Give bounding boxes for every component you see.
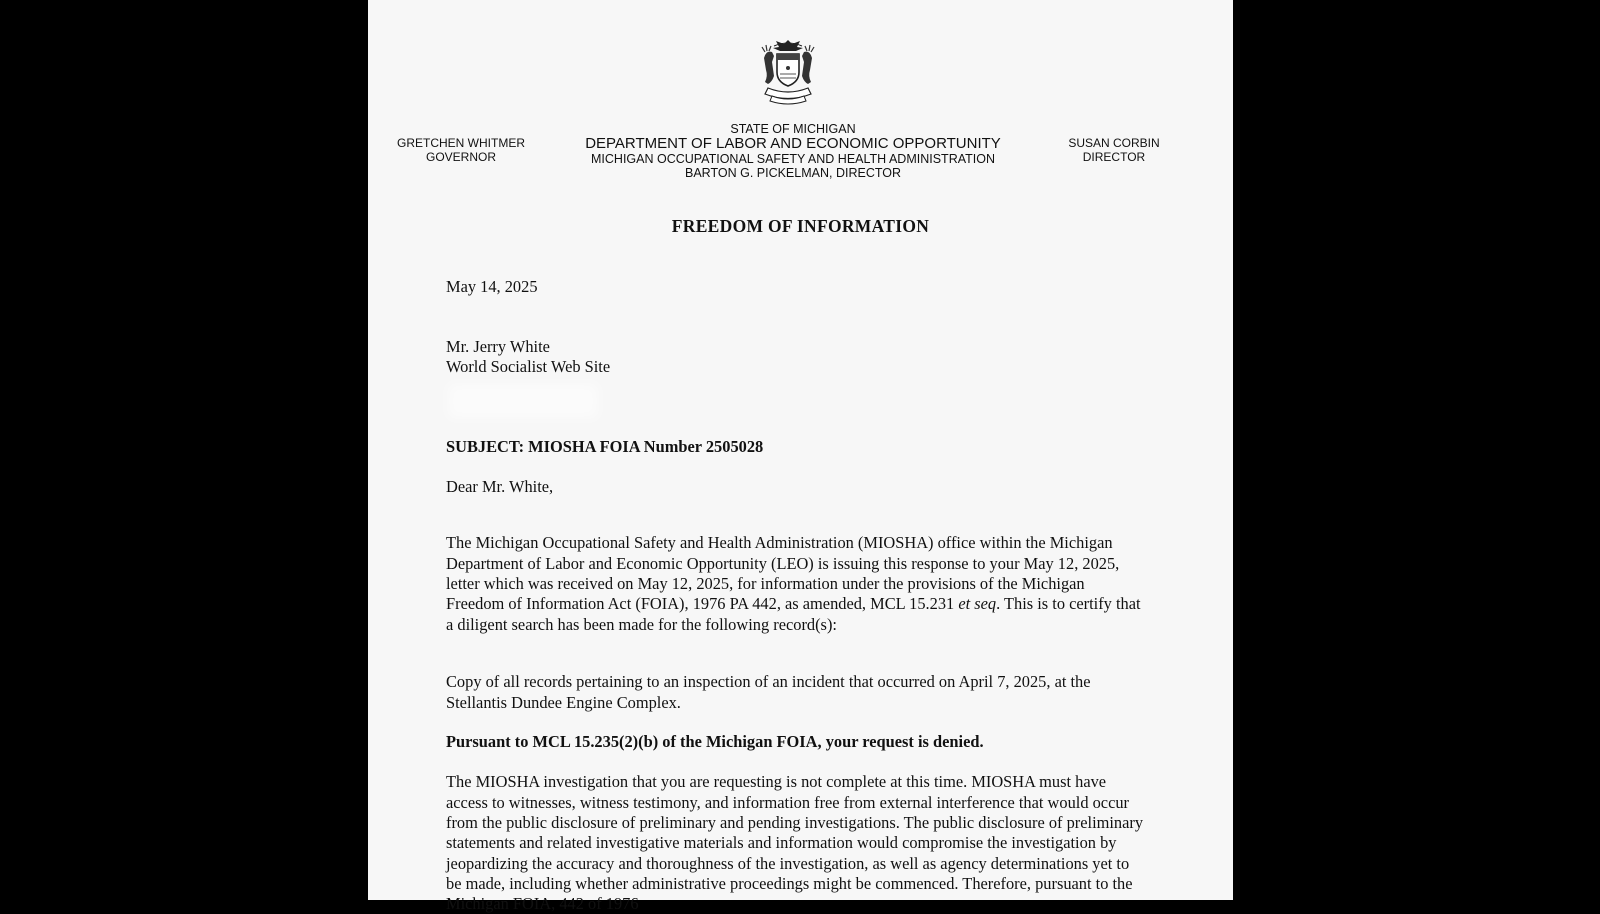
document-page	[368, 0, 1233, 914]
letter-subject: SUBJECT: MIOSHA FOIA Number 2505028	[446, 437, 764, 456]
paragraph-explanation: The MIOSHA investigation that you are requesting is not complete at this time. MIOSHA must have access to witnesses, witness testimony, and information free from external interference that would occur from the public disclosure of preliminary and pending investigations. The public disclosure of preliminary statements and related investigative materials and information would compromise the investigation by jeopardizing the accuracy and thoroughness of the investigation, as well as agency determinations yet to be made, including whether administrative proceedings might be commenced. Therefore, pursuant to the Michigan FOIA, 442 of 1976	[446, 772, 1144, 914]
redacted-address	[448, 384, 598, 418]
paragraph-denial: Pursuant to MCL 15.235(2)(b) of the Michigan FOIA, your request is denied.	[446, 732, 984, 752]
paragraph-records: Copy of all records pertaining to an inspection of an incident that occurred on April 7, 2025, at the Stellantis Dundee Engine Complex.	[446, 672, 1091, 712]
paragraph-request-text-a: The Michigan Occupational Safety and Health Administration (MIOSHA) office within the Michigan Department of Labor and Economic Opportunity (LEO) is issuing this response to your May 12, 2025, letter which was received on May 12, 2025, for information under the provisions of the Michigan Freedom of Information Act (FOIA), 1976 PA 442, as amended, MCL 15.231	[446, 533, 1120, 614]
agency-name: MICHIGAN OCCUPATIONAL SAFETY AND HEALTH ADMINISTRATION	[591, 152, 995, 166]
recipient-organization: World Socialist Web Site	[446, 357, 611, 377]
recipient-address	[446, 337, 1146, 378]
director-name: SUSAN CORBIN	[1068, 136, 1160, 150]
governor-title: GOVERNOR	[425, 149, 496, 164]
letter-greeting: Dear Mr. White,	[446, 477, 554, 496]
department-name: DEPARTMENT OF LABOR AND ECONOMIC OPPORTUNITY	[585, 135, 1001, 152]
director-title: DIRECTOR	[1082, 149, 1146, 164]
paragraph-request-italic: et seq	[958, 594, 997, 614]
recipient-name: Mr. Jerry White	[446, 337, 550, 356]
state-seal-icon	[758, 38, 818, 104]
agency-director: BARTON G. PICKELMAN, DIRECTOR	[684, 166, 901, 180]
state-name: STATE OF MICHIGAN	[730, 122, 856, 136]
paragraph-request	[446, 533, 1146, 634]
director-block	[1039, 137, 1189, 164]
governor-block	[386, 137, 536, 164]
paragraph-request-text-b: . This is to certify that a diligent search has been made for the following record(s):	[446, 594, 1141, 634]
agency-header	[568, 122, 1018, 180]
governor-name: GRETCHEN WHITMER	[397, 136, 525, 150]
letter-date: May 14, 2025	[446, 277, 538, 296]
document-title: FREEDOM OF INFORMATION	[671, 216, 930, 236]
